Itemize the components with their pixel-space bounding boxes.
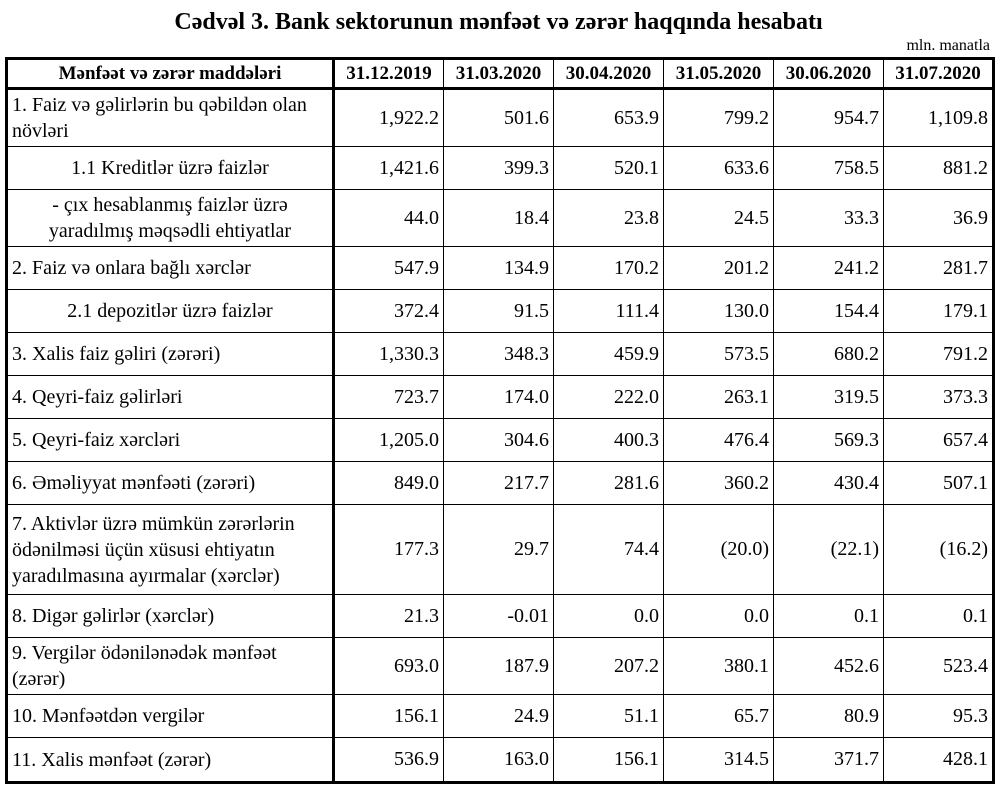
header-date: 30.04.2020 [554, 59, 664, 89]
value-cell: 74.4 [554, 505, 664, 595]
value-cell: (16.2) [884, 505, 994, 595]
table-row [7, 190, 994, 247]
value-cell: (22.1) [774, 505, 884, 595]
value-cell: 348.3 [444, 333, 554, 376]
value-cell: 201.2 [664, 247, 774, 290]
value-cell: 791.2 [884, 333, 994, 376]
value-cell: 371.7 [774, 738, 884, 783]
row-label: 6. Əməliyyat mənfəəti (zərəri) [7, 462, 334, 505]
table-row [7, 738, 994, 783]
value-cell: 849.0 [334, 462, 444, 505]
value-cell: 520.1 [554, 147, 664, 190]
table-row [7, 89, 994, 147]
row-label: 7. Aktivlər üzrə mümkün zərərlərin ödənilməsi üçün xüsusi ehtiyatın yaradılmasına ayırmalar (xərclər) [7, 505, 334, 595]
value-cell: 44.0 [334, 190, 444, 247]
value-cell: 179.1 [884, 290, 994, 333]
value-cell: 217.7 [444, 462, 554, 505]
value-cell: 1,205.0 [334, 419, 444, 462]
page-title: Cədvəl 3. Bank sektorunun mənfəət və zərər haqqında hesabatı [174, 9, 823, 35]
value-cell: 881.2 [884, 147, 994, 190]
row-label: 10. Mənfəətdən vergilər [7, 695, 334, 738]
row-label: 2.1 depozitlər üzrə faizlər [7, 290, 334, 333]
value-cell: 263.1 [664, 376, 774, 419]
value-cell: 428.1 [884, 738, 994, 783]
header-date: 31.07.2020 [884, 59, 994, 89]
value-cell: 430.4 [774, 462, 884, 505]
value-cell: 33.3 [774, 190, 884, 247]
value-cell: 0.1 [774, 595, 884, 638]
row-label: 1.1 Kreditlər üzrə faizlər [7, 147, 334, 190]
value-cell: 91.5 [444, 290, 554, 333]
value-cell: 360.2 [664, 462, 774, 505]
value-cell: -0.01 [444, 595, 554, 638]
value-cell: 399.3 [444, 147, 554, 190]
value-cell: 24.9 [444, 695, 554, 738]
table-row [7, 638, 994, 695]
value-cell: 507.1 [884, 462, 994, 505]
profit-loss-table [5, 57, 995, 784]
value-cell: 156.1 [554, 738, 664, 783]
value-cell: 95.3 [884, 695, 994, 738]
value-cell: 281.7 [884, 247, 994, 290]
value-cell: 111.4 [554, 290, 664, 333]
value-cell: 51.1 [554, 695, 664, 738]
value-cell: 380.1 [664, 638, 774, 695]
row-label: 4. Qeyri-faiz gəlirləri [7, 376, 334, 419]
table-row [7, 595, 994, 638]
value-cell: 476.4 [664, 419, 774, 462]
value-cell: (20.0) [664, 505, 774, 595]
row-label: 2. Faiz və onlara bağlı xərclər [7, 247, 334, 290]
value-cell: 65.7 [664, 695, 774, 738]
value-cell: 758.5 [774, 147, 884, 190]
value-cell: 222.0 [554, 376, 664, 419]
value-cell: 723.7 [334, 376, 444, 419]
value-cell: 174.0 [444, 376, 554, 419]
header-date: 31.12.2019 [334, 59, 444, 89]
value-cell: 29.7 [444, 505, 554, 595]
value-cell: 799.2 [664, 89, 774, 147]
value-cell: 207.2 [554, 638, 664, 695]
row-label: 3. Xalis faiz gəliri (zərəri) [7, 333, 334, 376]
value-cell: 21.3 [334, 595, 444, 638]
value-cell: 0.1 [884, 595, 994, 638]
value-cell: 154.4 [774, 290, 884, 333]
row-label: 11. Xalis mənfəət (zərər) [7, 738, 334, 783]
header-row [7, 59, 994, 89]
value-cell: 0.0 [554, 595, 664, 638]
value-cell: 314.5 [664, 738, 774, 783]
value-cell: 36.9 [884, 190, 994, 247]
table-row [7, 695, 994, 738]
value-cell: 523.4 [884, 638, 994, 695]
value-cell: 501.6 [444, 89, 554, 147]
row-label: - çıx hesablanmış faizlər üzrə yaradılmış məqsədli ehtiyatlar [7, 190, 334, 247]
unit-note: mln. manatla [906, 37, 990, 54]
table-row [7, 290, 994, 333]
value-cell: 1,109.8 [884, 89, 994, 147]
value-cell: 1,922.2 [334, 89, 444, 147]
value-cell: 241.2 [774, 247, 884, 290]
value-cell: 18.4 [444, 190, 554, 247]
value-cell: 653.9 [554, 89, 664, 147]
value-cell: 372.4 [334, 290, 444, 333]
value-cell: 633.6 [664, 147, 774, 190]
value-cell: 281.6 [554, 462, 664, 505]
value-cell: 1,421.6 [334, 147, 444, 190]
value-cell: 954.7 [774, 89, 884, 147]
row-label: 5. Qeyri-faiz xərcləri [7, 419, 334, 462]
value-cell: 304.6 [444, 419, 554, 462]
value-cell: 693.0 [334, 638, 444, 695]
value-cell: 130.0 [664, 290, 774, 333]
value-cell: 573.5 [664, 333, 774, 376]
table-row [7, 147, 994, 190]
value-cell: 319.5 [774, 376, 884, 419]
value-cell: 373.3 [884, 376, 994, 419]
table-header [7, 59, 994, 89]
header-date: 31.05.2020 [664, 59, 774, 89]
value-cell: 187.9 [444, 638, 554, 695]
table-row [7, 462, 994, 505]
row-label: 1. Faiz və gəlirlərin bu qəbildən olan növləri [7, 89, 334, 147]
row-label: 8. Digər gəlirlər (xərclər) [7, 595, 334, 638]
value-cell: 23.8 [554, 190, 664, 247]
table-row [7, 333, 994, 376]
table-row [7, 247, 994, 290]
value-cell: 0.0 [664, 595, 774, 638]
value-cell: 163.0 [444, 738, 554, 783]
table-row [7, 419, 994, 462]
value-cell: 680.2 [774, 333, 884, 376]
value-cell: 24.5 [664, 190, 774, 247]
value-cell: 177.3 [334, 505, 444, 595]
value-cell: 459.9 [554, 333, 664, 376]
table-body [7, 89, 994, 783]
header-date: 30.06.2020 [774, 59, 884, 89]
table-row [7, 376, 994, 419]
value-cell: 80.9 [774, 695, 884, 738]
value-cell: 156.1 [334, 695, 444, 738]
value-cell: 569.3 [774, 419, 884, 462]
value-cell: 547.9 [334, 247, 444, 290]
table-row [7, 505, 994, 595]
value-cell: 400.3 [554, 419, 664, 462]
value-cell: 536.9 [334, 738, 444, 783]
value-cell: 170.2 [554, 247, 664, 290]
value-cell: 1,330.3 [334, 333, 444, 376]
header-date: 31.03.2020 [444, 59, 554, 89]
value-cell: 452.6 [774, 638, 884, 695]
row-label: 9. Vergilər ödənilənədək mənfəət (zərər) [7, 638, 334, 695]
header-items-label: Mənfəət və zərər maddələri [7, 59, 334, 89]
value-cell: 134.9 [444, 247, 554, 290]
value-cell: 657.4 [884, 419, 994, 462]
